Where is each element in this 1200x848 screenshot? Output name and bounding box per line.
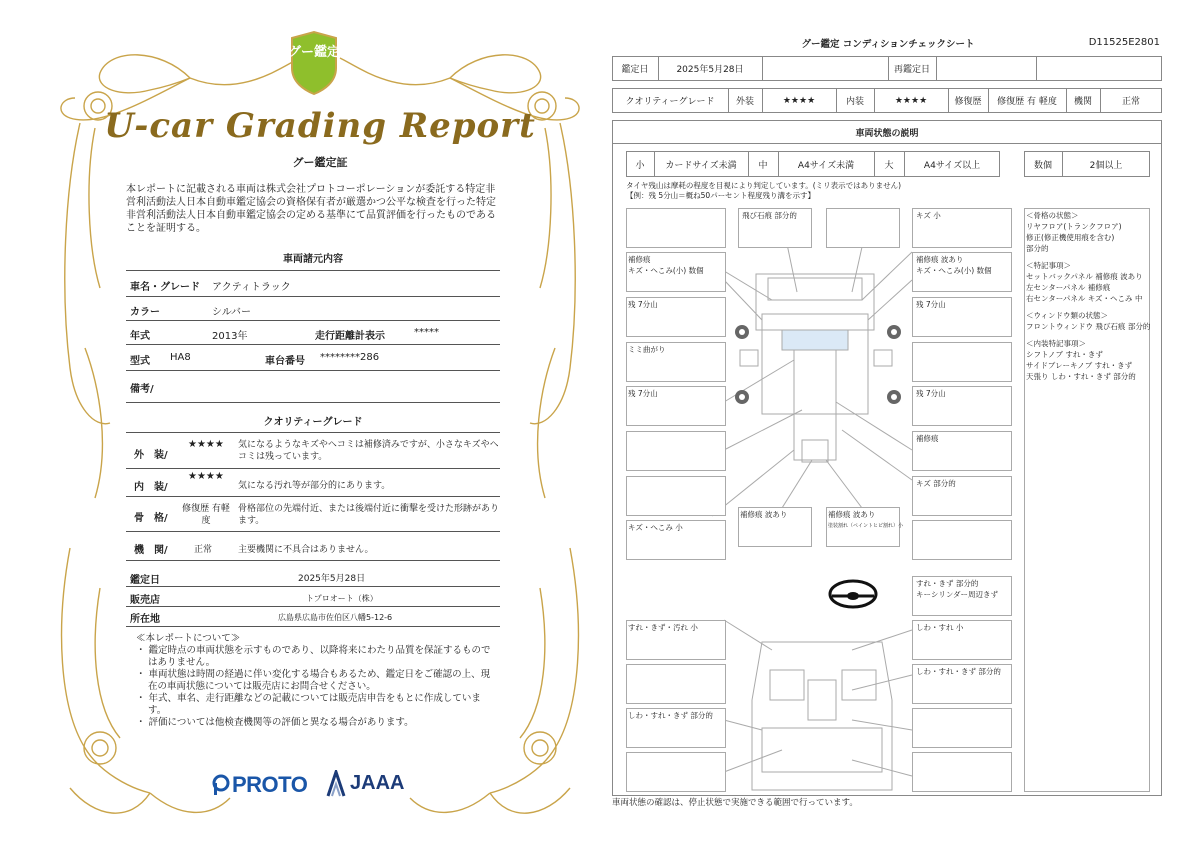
label-left-4: ミミ曲がり [628,345,666,354]
report-notes [136,633,496,729]
divider [126,432,500,433]
remarks-label: 備考/ [130,384,154,395]
engine-label: 機関 [1073,97,1092,107]
label-right-3: 残 7分山 [916,300,946,309]
engine-value: 正常 [1121,97,1140,107]
divider [126,402,500,403]
label-int-left-3: しわ・すれ・きず 部分的 [628,711,713,720]
label-right-2b: キズ・へこみ(小) 数個 [916,266,992,275]
certificate-title: U-car Grading Report [104,106,536,146]
size-mid: 中 [758,160,768,171]
exterior-label: 外 装/ [134,450,168,461]
divider [126,626,500,627]
label-bottom-3b: 塗装割れ（ペイントヒビ割れ）小 [828,523,904,529]
address-value: 広島県広島市佐伯区八幡5-12-6 [278,613,393,622]
note-line: リヤフロア(トランクフロア) [1026,222,1122,231]
label-right-6: 補修痕 [916,434,939,443]
label-bottom-1: キズ・へこみ 小 [628,523,683,532]
chassis-label: 車台番号 [265,356,305,367]
sheet-id: D11525E2801 [1088,37,1160,48]
note-item: ・ 車両状態は時間の経過に伴い変化する場合もあるため、鑑定日をご確認の上、現在の車両状態については販売店にお問合せください。 [136,669,491,692]
divider [126,344,500,345]
label-bottom-2: 補修痕 波あり [740,510,788,519]
spec-section-title: 車両諸元内容 [283,254,343,265]
divider [126,496,500,497]
note-line: ＜ウィンドウ類の状態＞ [1026,311,1109,320]
divider [126,560,500,561]
label-right-5: 残 7分山 [916,389,946,398]
damage-box [626,752,726,792]
quality-label: クオリティーグレード [625,97,715,107]
size-small: 小 [635,160,645,171]
damage-box [912,708,1012,748]
label-left-2b: キズ・ヘこみ(小) 数個 [628,266,704,275]
jaaa-logo-text: JAAA [350,772,405,794]
label-top-mid: 飛び石痕 部分的 [742,211,797,220]
note-line: シフトノブ すれ・きず [1026,350,1103,359]
badge-text-top: グー鑑定 [287,45,341,60]
date-label: 鑑定日 [130,575,160,586]
name-label: 車名・グレード [130,282,200,293]
date-label: 鑑定日 [621,65,649,75]
damage-box [912,342,1012,382]
label-bottom-3a: 補修痕 波あり [828,510,876,519]
label-right-1: キズ 小 [916,211,941,220]
damage-box [626,431,726,471]
jaaa-logo-icon [326,770,346,798]
damage-box [826,208,900,248]
notes-title: ≪本レポートについて≫ [136,633,241,644]
certificate-body: 本レポートに記載される車両は株式会社プロトコーポレーションが委託する特定非営利活動法人日本自動車鑑定協会の資格保有者が厳選かつ公平な検査を行った特定非営利活動法人日本自動車鑑定協会の定める基準にて品質評価を行ったものであることを証明する。 [126,184,496,234]
note-line: 右センターパネル キズ・ヘこみ 中 [1026,294,1143,303]
note-line: 天張り しわ・すれ・きず 部分的 [1026,372,1136,381]
color-value: シルバー [212,307,252,318]
repair-label: 修復歴 [954,97,982,107]
date-value: 2025年5月28日 [676,65,744,75]
color-label: カラー [130,307,160,318]
steering-wheel-icon [830,581,876,607]
divider [126,296,500,297]
label-right-2a: 補修痕 波あり [916,255,964,264]
date-value: 2025年5月28日 [298,574,366,584]
quality-section-title: クオリティーグレード [263,417,363,428]
int-label: 内装 [845,97,864,107]
count-desc: 2個以上 [1089,160,1123,171]
state-title: 車両状態の説明 [855,128,919,139]
damage-box [626,476,726,516]
certificate-subtitle: グー鑑定証 [292,156,348,169]
grading-certificate [40,28,600,828]
divider [126,531,500,532]
label-right-7: キズ 部分的 [916,479,956,488]
interior-text: 気になる汚れ等が部分的にあります。 [238,481,391,491]
mileage-value: ***** [414,327,439,338]
address-label: 所在地 [130,614,160,625]
label-steer-1: すれ・きず 部分的 [916,579,979,588]
exterior-stars: ★★★★ [188,439,224,450]
mileage-label: 走行距離計表示 [315,331,385,342]
damage-box [912,752,1012,792]
exterior-text: 気になるようなキズやヘコミは補修済みですが、小さなキズやヘコミは残っています。 [238,440,499,462]
divider [126,468,500,469]
ext-stars: ★★★★ [782,95,816,106]
damage-box [912,520,1012,560]
damage-box [626,208,726,248]
size-mid-desc: A4サイズ未満 [797,160,855,171]
label-left-2a: 補修痕 [628,255,651,264]
note-line: ＜骨格の状態＞ [1026,211,1079,220]
footer-logos [212,768,412,802]
label-left-3: 残 7分山 [628,300,658,309]
model-label: 型式 [130,356,150,367]
interior-label: 内 装/ [134,482,168,493]
frame-value: 修復歴 有軽度 [182,504,230,526]
dealer-label: 販売店 [130,595,160,606]
note-line: 部分的 [1026,244,1049,253]
note-item: ・ 鑑定時点の車両状態を示すものであり、以降将来にわたり品質を保証するものではありません。 [136,645,491,668]
repair-value: 修復歴 有 軽度 [997,97,1057,107]
divider [126,270,500,271]
label-steer-2: キーシリンダー周辺きず [916,590,999,599]
note-line: 左センターパネル 補修痕 [1026,283,1111,292]
engine-label: 機 関/ [134,545,168,556]
size-large: 大 [884,160,894,171]
frame-text: 骨格部位の先端付近、または後端付近に衝撃を受けた形跡があります。 [238,504,500,526]
year-label: 年式 [130,331,150,342]
ext-label: 外装 [735,97,754,107]
name-value: アクティトラック [212,282,291,293]
frame-label: 骨 格/ [134,513,168,524]
gu-kantei-badge-icon [286,30,342,96]
note-line: セットバックパネル 補修痕 波あり [1026,272,1143,281]
condition-notes [1026,210,1160,382]
count-label: 数個 [1033,160,1052,171]
sheet-footer: 車両状態の確認は、停止状態で実施できる範囲で行っています。 [612,798,858,808]
redate-label: 再鑑定日 [893,65,930,75]
note-item: ・ 年式、車名、走行距離などの記載については販売店申告をもとに作成しています。 [136,693,481,716]
note-item: ・ 評価については他検査機関等の評価と異なる場合があります。 [136,717,414,728]
condition-check-sheet [612,30,1164,820]
label-int-right-2: しわ・すれ・きず 部分的 [916,667,1001,676]
size-small-desc: カードサイズ未満 [665,160,737,171]
chassis-value: ********286 [320,352,380,363]
tire-note-1: タイヤ残山は摩耗の程度を目視により判定しています。(ミリ表示ではありません) [626,181,902,190]
engine-text: 主要機関に不具合はありません。 [238,545,374,555]
sheet-title: グー鑑定 コンディションチェックシート [801,39,975,50]
note-line: ＜内装特記事項＞ [1026,339,1086,348]
proto-logo-icon [212,774,230,796]
label-int-right-1: しわ・すれ 小 [916,623,964,632]
note-line: 修正(修正機使用痕を含む) [1026,233,1115,242]
note-line: フロントウィンドウ 飛び石痕 部分的 [1026,322,1151,331]
divider [126,320,500,321]
note-line: ＜特記事項＞ [1026,261,1071,270]
damage-box [626,664,726,704]
note-line: サイドブレーキノブ すれ・きず [1026,361,1133,370]
label-int-left-1: すれ・きず・汚れ 小 [628,623,698,632]
model-value: HA8 [170,352,191,363]
interior-stars: ★★★★ [188,471,224,482]
divider [126,586,500,587]
engine-value: 正常 [194,545,213,555]
proto-logo-text: PROTO [232,772,308,797]
divider [126,606,500,607]
divider [126,370,500,371]
year-value: 2013年 [212,331,248,342]
dealer-value: トプロオート（株） [306,594,378,603]
size-large-desc: A4サイズ以上 [923,160,981,171]
label-left-5: 残 7分山 [628,389,658,398]
int-stars: ★★★★ [894,95,928,106]
tire-note-2: 【例：残 5分山＝概ね50パーセント程度残り溝を示す】 [626,191,816,200]
